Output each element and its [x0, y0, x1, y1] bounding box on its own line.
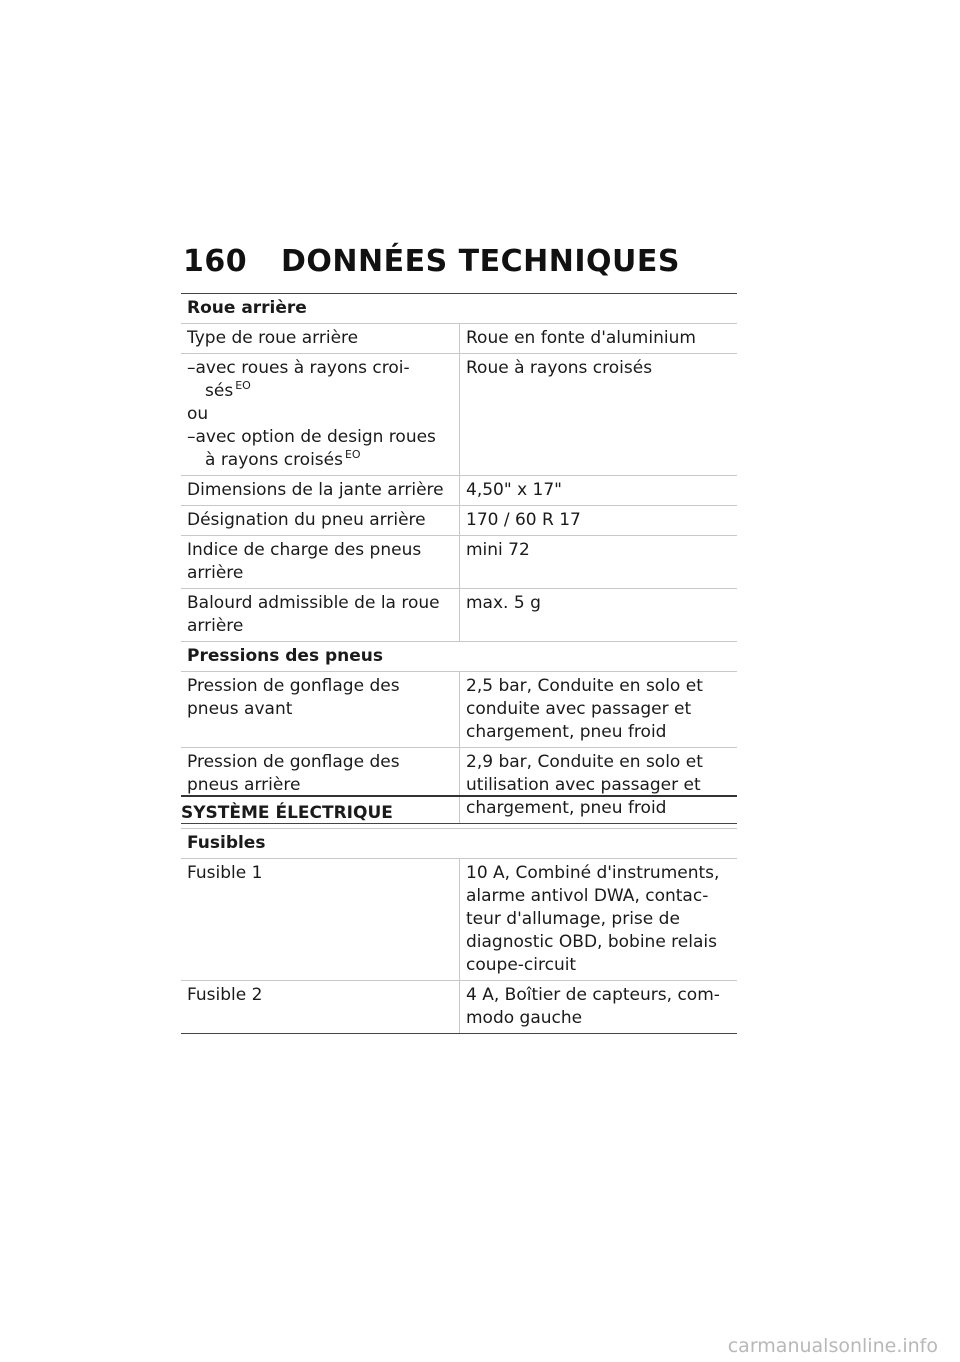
table-row: [181, 354, 737, 476]
row-value: 4 A, Boîtier de capteurs, com-modo gauche: [460, 981, 738, 1034]
row-value: mini 72: [460, 536, 738, 589]
table-row: [181, 506, 737, 536]
table-row: [181, 536, 737, 589]
fuses-table: [181, 828, 737, 1034]
table-row: [181, 672, 737, 748]
table-row: [181, 476, 737, 506]
row-value: 2,5 bar, Conduite en solo et conduite avec passager et chargement, pneu froid: [460, 672, 738, 748]
row-value: 2,9 bar, Conduite en solo et utilisation avec passager et chargement, pneu froid: [460, 748, 738, 824]
chapter-title: DONNÉES TECHNIQUES: [281, 244, 680, 279]
row-label: Pression de gonflage des pneus avant: [181, 672, 460, 748]
row-value: 170 / 60 R 17: [460, 506, 738, 536]
eo-superscript: EO: [344, 448, 361, 461]
table-row: [181, 324, 737, 354]
label-line: –avec option de design roues: [187, 427, 436, 447]
label-text: à rayons croisés: [205, 450, 343, 470]
row-label: Balourd admissible de la roue arrière: [181, 589, 460, 642]
row-value: 4,50" x 17": [460, 476, 738, 506]
row-label: Fusible 1: [181, 859, 460, 981]
row-value: 10 A, Combiné d'instruments, alarme antivol DWA, contac-teur d'allumage, prise de diagnostic OBD, bobine relais coupe-circuit: [460, 859, 738, 981]
fuses-heading: Fusibles: [181, 829, 737, 859]
label-line: –avec roues à rayons croi-: [187, 358, 410, 378]
row-label: [181, 354, 460, 476]
label-line: [187, 380, 453, 403]
label-text: sés: [205, 381, 234, 401]
rear-wheel-table: [181, 293, 737, 824]
table-row: [181, 981, 737, 1034]
page-header: [183, 244, 680, 279]
watermark: carmanualsonline.info: [727, 1335, 938, 1357]
label-line: ou: [187, 404, 209, 424]
label-line: [187, 449, 453, 472]
row-label: Indice de charge des pneus arrière: [181, 536, 460, 589]
row-value: max. 5 g: [460, 589, 738, 642]
row-label: Fusible 2: [181, 981, 460, 1034]
page-number: 160: [183, 244, 248, 279]
row-label: Dimensions de la jante arrière: [181, 476, 460, 506]
rear-wheel-heading: Roue arrière: [181, 294, 737, 324]
row-label: Type de roue arrière: [181, 324, 460, 354]
row-label: Désignation du pneu arrière: [181, 506, 460, 536]
section-title: SYSTÈME ÉLECTRIQUE: [181, 795, 737, 823]
table-row: [181, 859, 737, 981]
table-row: [181, 589, 737, 642]
eo-superscript: EO: [235, 379, 251, 392]
tire-pressure-heading: Pressions des pneus: [181, 642, 737, 672]
row-value: Roue en fonte d'aluminium: [460, 324, 738, 354]
row-label: Pression de gonflage des pneus arrière: [181, 748, 460, 824]
row-value: Roue à rayons croisés: [460, 354, 738, 476]
